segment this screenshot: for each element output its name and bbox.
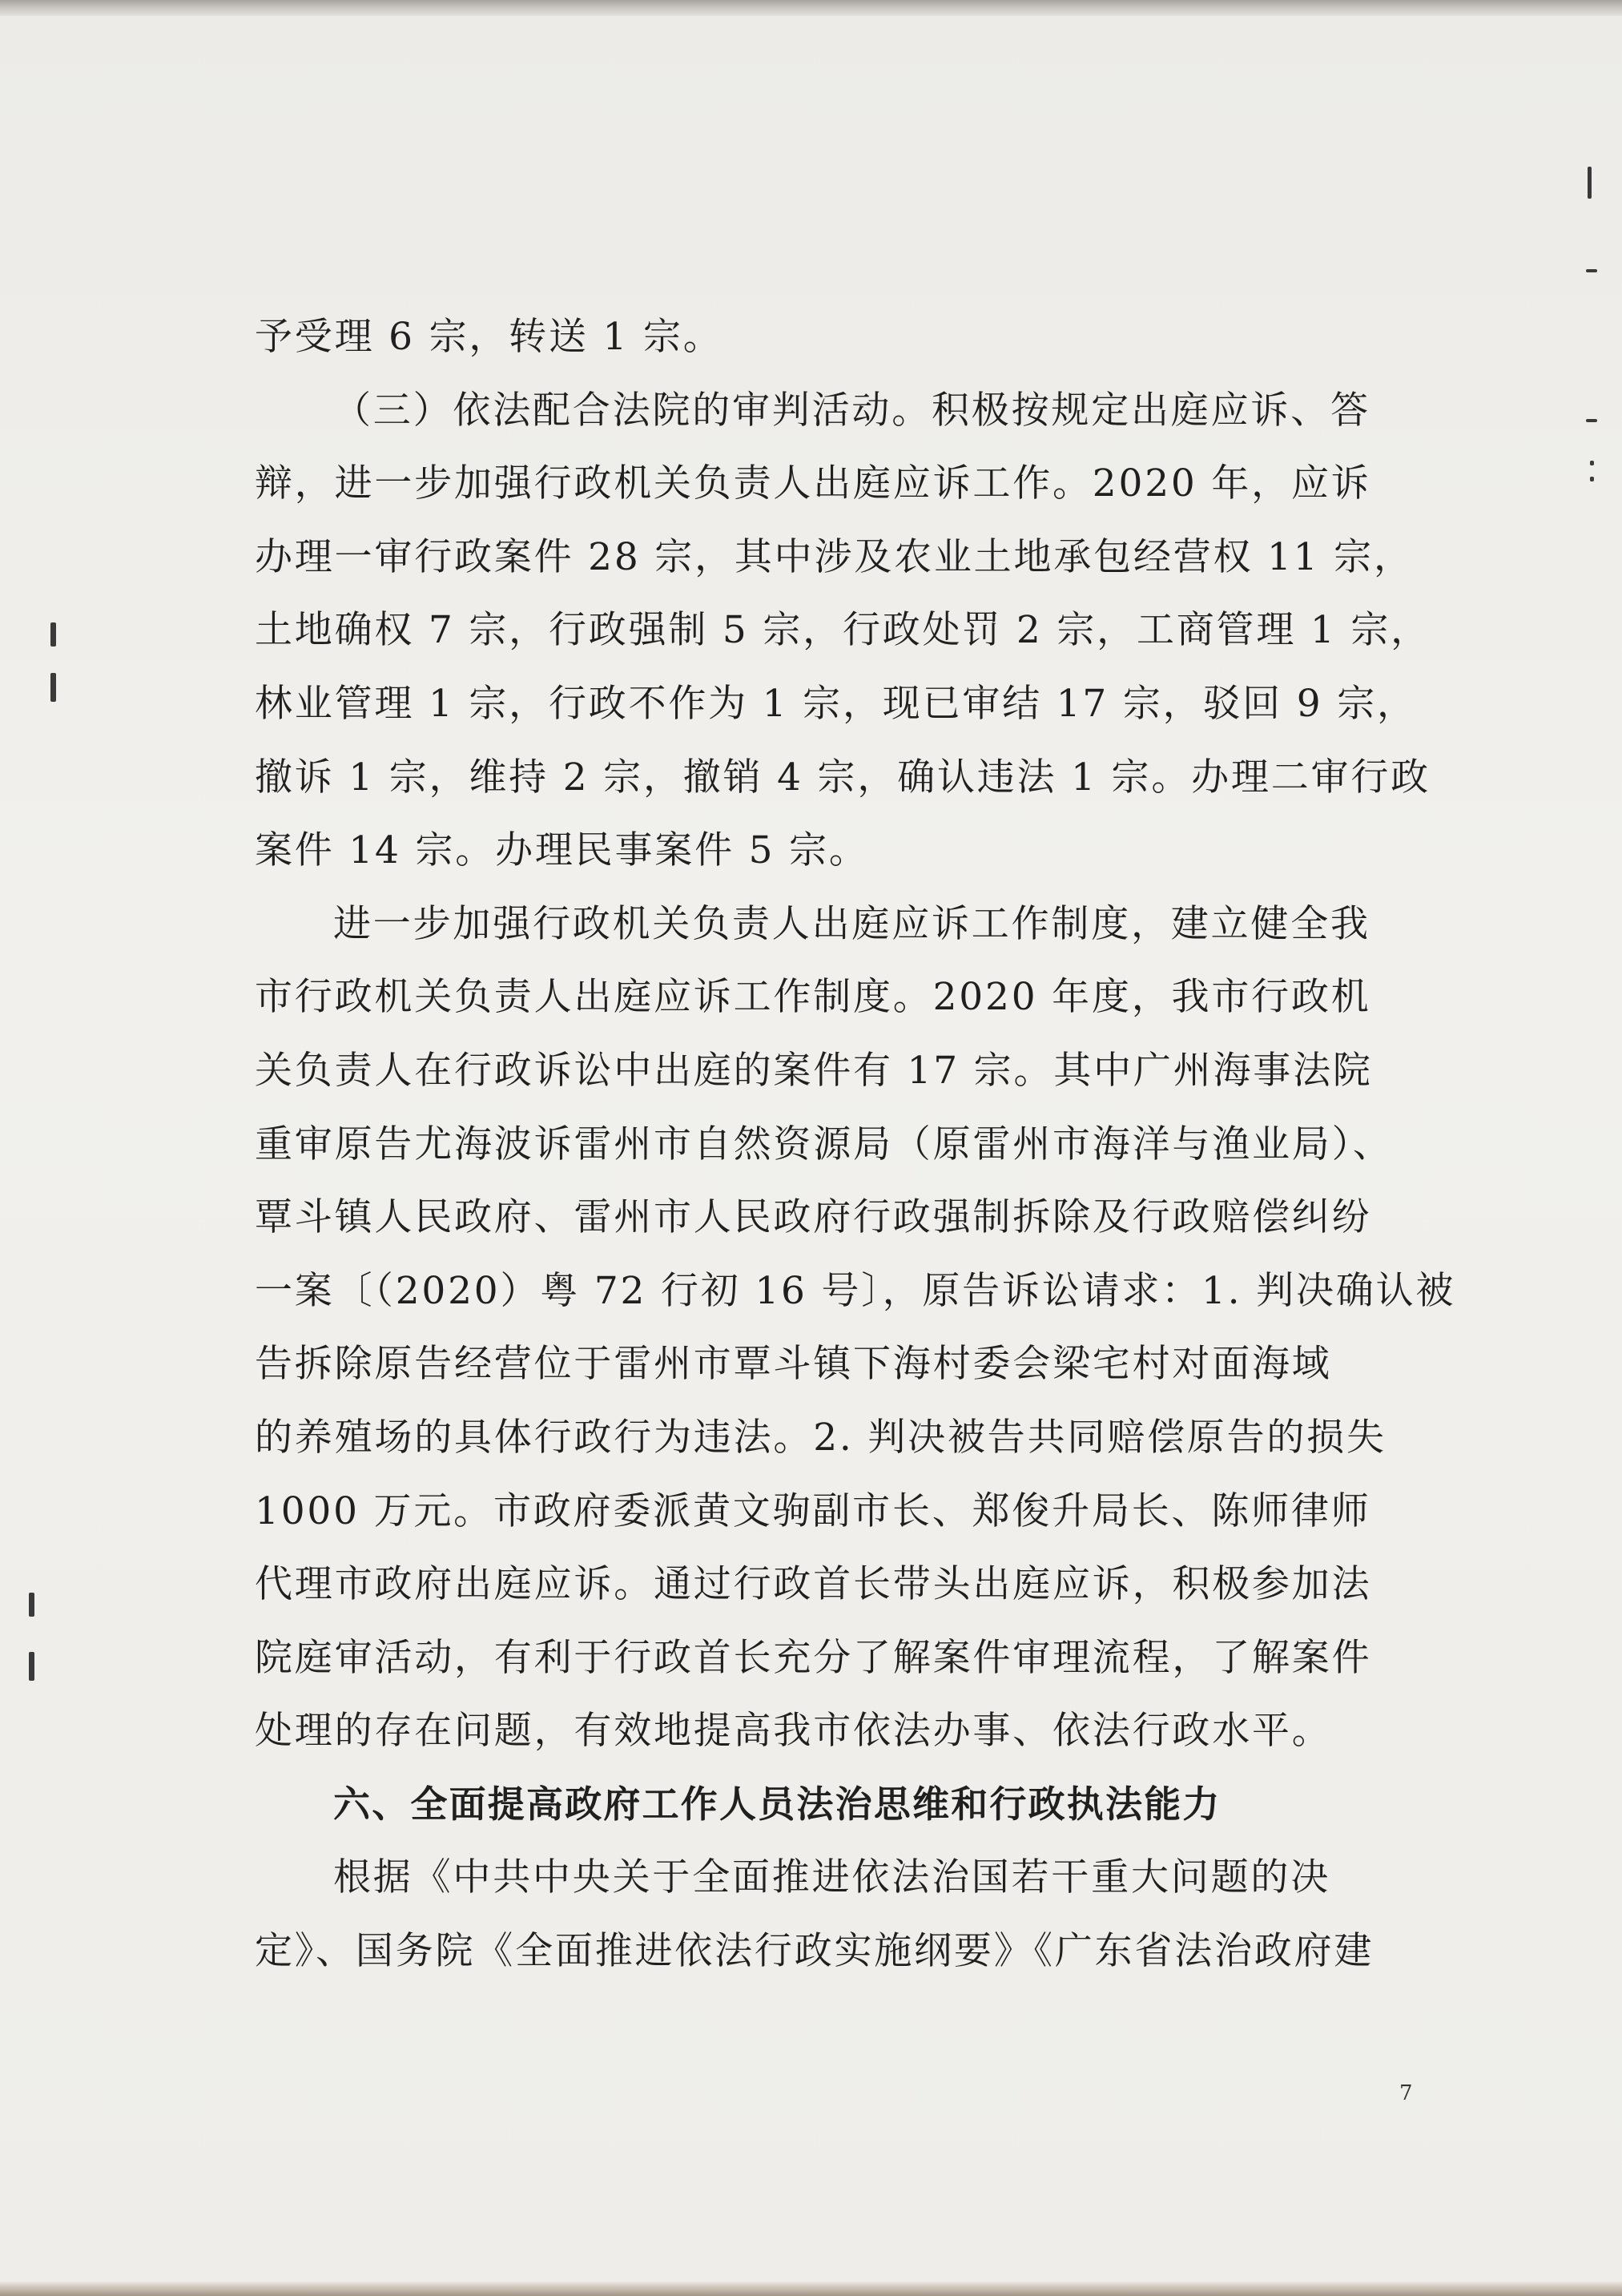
scan-mark [1586, 269, 1597, 272]
top-scan-edge [0, 0, 1622, 16]
bottom-scan-edge [0, 2282, 1622, 2296]
text-line: （三）依法配合法院的审判活动。积极按规定出庭应诉、答 [333, 388, 1370, 433]
text-line: 办理一审行政案件 28 宗，其中涉及农业土地承包经营权 11 宗， [255, 534, 1414, 579]
text-line: 告拆除原告经营位于雷州市覃斗镇下海村委会梁宅村对面海域 [255, 1342, 1332, 1387]
text-line: 关负责人在行政诉讼中出庭的案件有 17 宗。其中广州海事法院 [255, 1048, 1373, 1093]
text-line: 一案〔（2020）粤 72 行初 16 号〕，原告诉讼请求：1. 判决确认被 [255, 1268, 1456, 1313]
page-number: 7 [1399, 2081, 1413, 2105]
text-line: 根据《中共中央关于全面推进依法治国若干重大问题的决 [333, 1855, 1330, 1900]
text-line: 处理的存在问题，有效地提高我市依法办事、依法行政水平。 [255, 1709, 1332, 1754]
scan-mark [1590, 461, 1594, 465]
document-body [255, 300, 1456, 1988]
text-line: 撤诉 1 宗，维持 2 宗，撤销 4 宗，确认违法 1 宗。办理二审行政 [255, 755, 1431, 800]
scan-mark [1586, 419, 1597, 422]
text-line: 代理市政府出庭应诉。通过行政首长带头出庭应诉，积极参加法 [255, 1562, 1372, 1607]
scan-mark [29, 1593, 34, 1617]
text-line: 市行政机关负责人出庭应诉工作制度。2020 年度，我市行政机 [255, 975, 1371, 1020]
text-line: 土地确权 7 宗，行政强制 5 宗，行政处罚 2 宗，工商管理 1 宗， [255, 608, 1431, 653]
scan-mark [1588, 167, 1592, 199]
text-line: 进一步加强行政机关负责人出庭应诉工作制度，建立健全我 [333, 901, 1370, 946]
scan-mark [50, 622, 56, 647]
text-line: 林业管理 1 宗，行政不作为 1 宗，现已审结 17 宗，驳回 9 宗， [255, 681, 1417, 726]
scan-mark [1590, 477, 1594, 481]
scan-mark [29, 1652, 34, 1681]
text-line: 予受理 6 宗，转送 1 宗。 [255, 315, 723, 359]
text-line: 的养殖场的具体行政行为违法。2. 判决被告共同赔偿原告的损失 [255, 1415, 1387, 1460]
text-line: 辩，进一步加强行政机关负责人出庭应诉工作。2020 年，应诉 [255, 461, 1371, 506]
text-line: 定》、国务院《全面推进依法行政实施纲要》《广东省法治政府建 [255, 1929, 1374, 1974]
section-heading: 六、全面提高政府工作人员法治思维和行政执法能力 [333, 1782, 1222, 1826]
text-line: 案件 14 宗。办理民事案件 5 宗。 [255, 828, 869, 873]
scan-mark [50, 673, 56, 702]
text-line: 1000 万元。市政府委派黄文驹副市长、郑俊升局长、陈师律师 [255, 1488, 1371, 1533]
text-line: 院庭审活动，有利于行政首长充分了解案件审理流程，了解案件 [255, 1635, 1372, 1680]
text-line: 覃斗镇人民政府、雷州市人民政府行政强制拆除及行政赔偿纠纷 [255, 1195, 1372, 1240]
text-line: 重审原告尤海波诉雷州市自然资源局（原雷州市海洋与渔业局）、 [255, 1122, 1393, 1166]
